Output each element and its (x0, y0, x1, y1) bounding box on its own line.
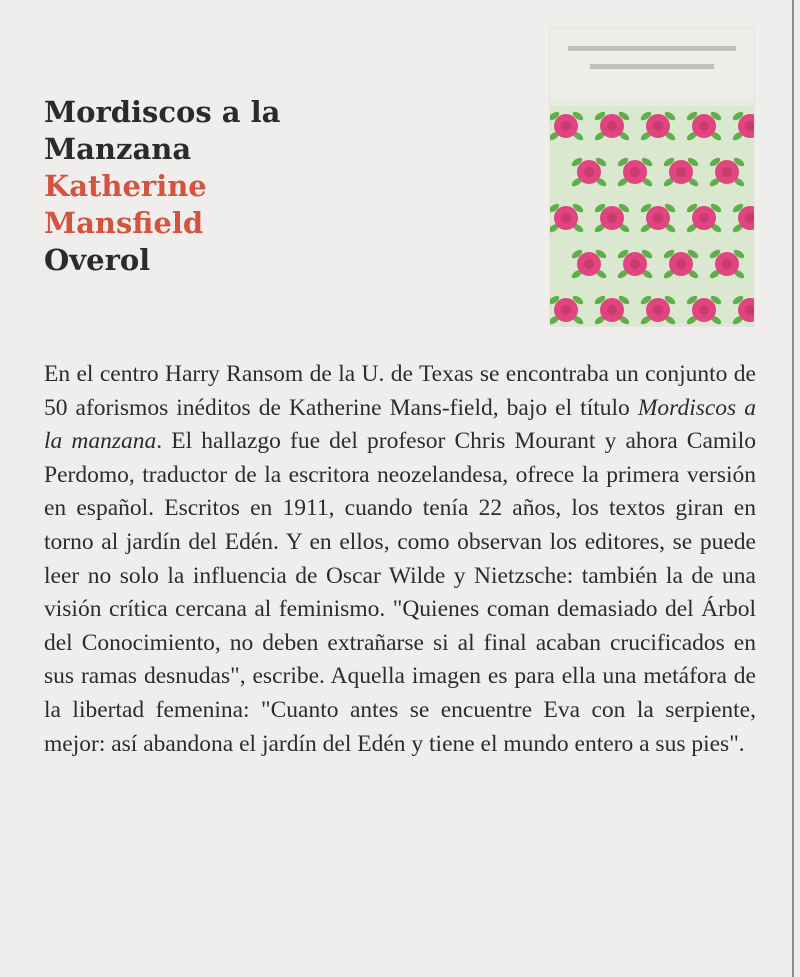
cover-flower-center (699, 121, 709, 131)
review-body-part-2: . El hallazgo fue del profesor Chris Mourant y ahora Camilo Perdomo, traductor de la escritora neozelandesa, ofrece la primera versión en español. Escritos en 1911, cuando tenía 22 años, los textos giran en torno al jardín del Edén. Y en ellos, como observan los editores, se puede leer no solo la influencia de Oscar Wilde y Nietzsche: también la de una visión crítica cercana al feminismo. "Quienes coman demasiado del Árbol del Conocimiento, no deben extrañarse si al final acaban crucificados en sus ramas desnudas", escribe. Aquella imagen es para ella una metáfora de la libertad femenina: "Cuanto antes se encuentre Eva con la serpiente, mejor: así abandona el jardín del Edén y tiene el mundo entero a sus pies". (44, 428, 756, 757)
cover-flower-center (607, 213, 617, 223)
review-body (44, 358, 756, 761)
publisher: Overol (44, 243, 151, 277)
cover-flower-center (584, 259, 594, 269)
cover-flower-center (676, 167, 686, 177)
review-body-part-1: En el centro Harry Ransom de la U. de Texas se encontraba un conjunto de 50 aforismos inéditos de Katherine Mans-field, bajo el título (44, 361, 756, 421)
cover-flower-center (607, 121, 617, 131)
cover-flower-center (653, 213, 663, 223)
cover-flower-center (722, 167, 732, 177)
cover-flower-center (653, 305, 663, 315)
cover-flower-center (561, 121, 571, 131)
cover-flower-center (722, 259, 732, 269)
cover-flower-center (561, 213, 571, 223)
author-line-1: Katherine (44, 169, 207, 203)
cover-floral-pattern (550, 106, 754, 326)
cover-title-area (550, 28, 754, 98)
cover-flower-center (630, 259, 640, 269)
cover-flower-center (607, 305, 617, 315)
book-cover-image (550, 28, 754, 326)
page-edge (792, 0, 794, 977)
cover-subtitle-text-line (590, 64, 714, 69)
book-title-line-1: Mordiscos a la (44, 95, 281, 129)
cover-flower-center (561, 305, 571, 315)
cover-flower-center (699, 305, 709, 315)
author-line-2: Mansfield (44, 206, 204, 240)
review-heading (44, 94, 344, 279)
book-title-line-2: Manzana (44, 132, 192, 166)
cover-flower-center (676, 259, 686, 269)
cover-flower-center (699, 213, 709, 223)
cover-flower-center (630, 167, 640, 177)
review-body-italic-title: Mordiscos a la manzana (44, 394, 756, 455)
cover-flower-center (584, 167, 594, 177)
cover-title-text-line (568, 46, 736, 51)
cover-flower-center (653, 121, 663, 131)
